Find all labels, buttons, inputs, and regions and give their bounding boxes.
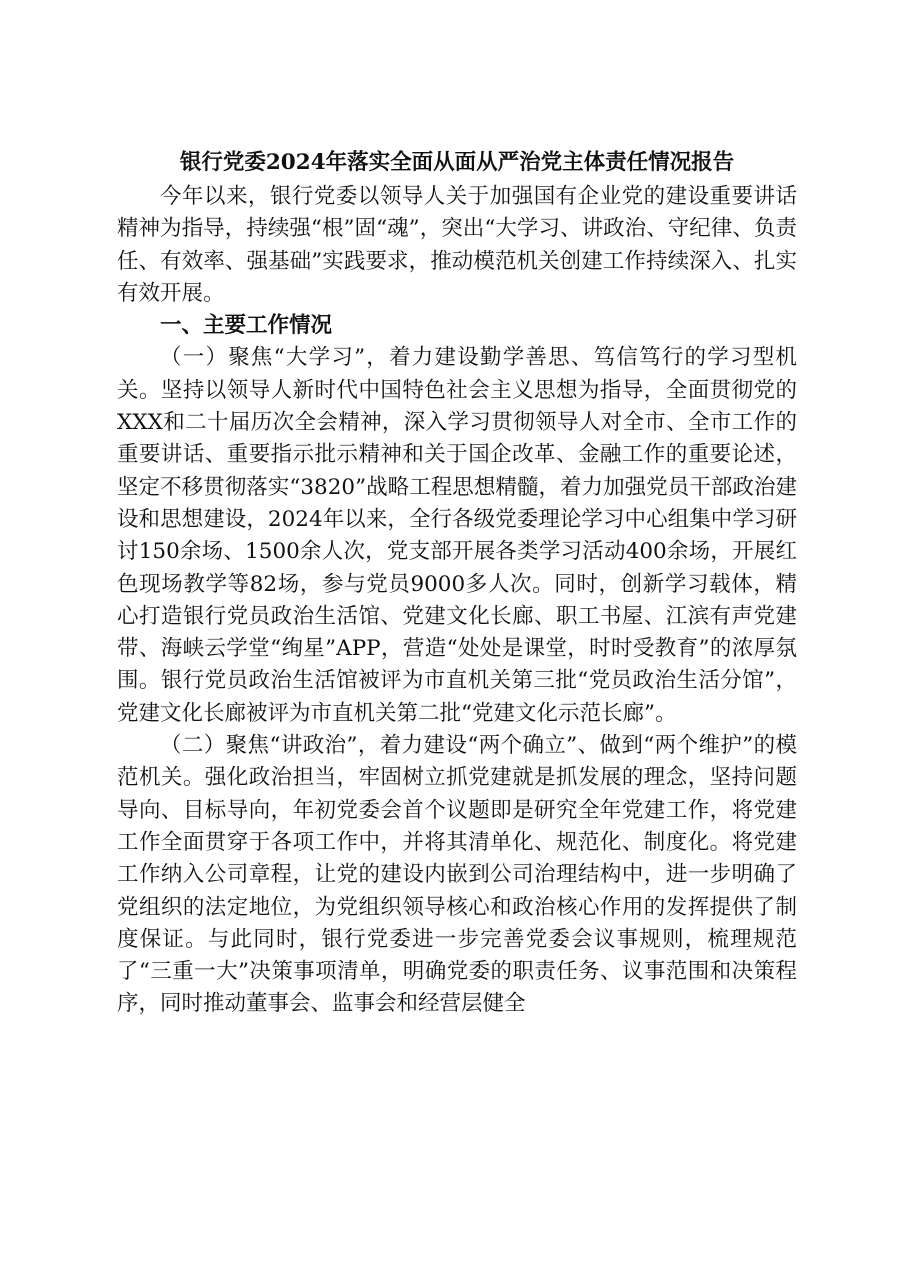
- paragraph-politics: （二）聚焦“讲政治”，着力建设“两个确立”、做到“两个维护”的模范机关。强化政治担当，牢固树立抓党建就是抓发展的理念，坚持问题导向、目标导向，年初党委会首个议题即是研究全年党建工作，将党建工作全面贯穿于各项工作中，并将其清单化、规范化、制度化。将党建工作纳入公司章程，让党的建设内嵌到公司治理结构中，进一步明确了党组织的法定地位，为党组织领导核心和政治核心作用的发挥提供了制度保证。与此同时，银行党委进一步完善党委会议事规则，梳理规范了“三重一大”决策事项清单，明确党委的职责任务、议事范围和决策程序，同时推动董事会、监事会和经营层健全: [117, 733, 797, 1017]
- section-heading-main-work: 一、主要工作情况: [160, 313, 333, 339]
- intro-paragraph: 今年以来，银行党委以领导人关于加强国有企业党的建设重要讲话精神为指导，持续强“根”固“魂”，突出“大学习、讲政治、守纪律、负责任、有效率、强基础”实践要求，推动模范机关创建工作持续深入、扎实有效开展。: [117, 184, 797, 306]
- paragraph-study: （一）聚焦“大学习”，着力建设勤学善思、笃信笃行的学习型机关。坚持以领导人新时代中国特色社会主义思想为指导，全面贯彻党的XXX和二十届历次全会精神，深入学习贯彻领导人对全市、全市工作的重要讲话、重要指示批示精神和关于国企改革、金融工作的重要论述，坚定不移贯彻落实“3820”战略工程思想精髓，着力加强党员干部政治建设和思想建设，2024年以来，全行各级党委理论学习中心组集中学习研讨150余场、1500余人次，党支部开展各类学习活动400余场，开展红色现场教学等82场，参与党员9000多人次。同时，创新学习载体，精心打造银行党员政治生活馆、党建文化长廊、职工书屋、江滨有声党建带、海峡云学堂“绚星”APP，营造“处处是课堂，时时受教育”的浓厚氛围。银行党员政治生活馆被评为市直机关第三批“党员政治生活分馆”，党建文化长廊被评为市直机关第二批“党建文化示范长廊”。: [117, 345, 797, 726]
- document-body: [117, 145, 797, 1021]
- document-title: 银行党委2024年落实全面从面从严治党主体责任情况报告: [179, 150, 735, 175]
